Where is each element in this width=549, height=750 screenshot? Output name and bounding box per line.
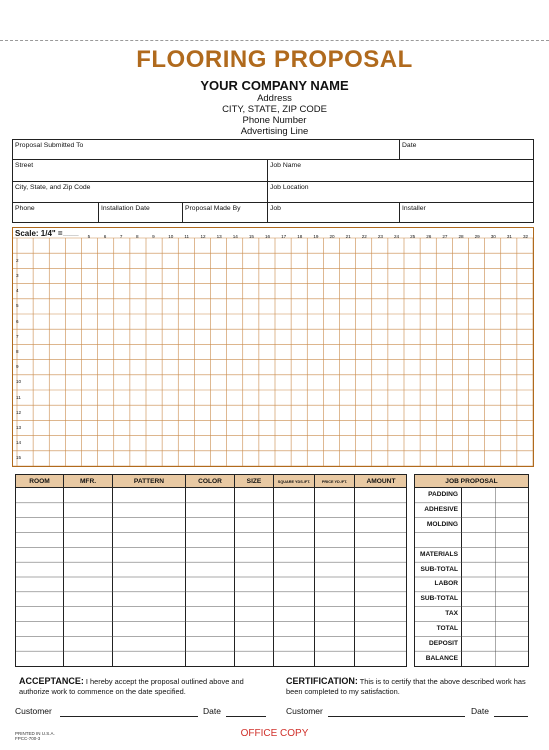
perforation-line — [0, 40, 549, 41]
job-proposal-label: LABOR — [434, 580, 458, 588]
grid-column-number: 9 — [152, 234, 155, 239]
grid-column-number: 24 — [393, 234, 400, 239]
certification-customer-label: Customer — [286, 706, 323, 716]
grid-column-number: 21 — [345, 234, 351, 239]
job-proposal-table — [414, 474, 529, 667]
certification-text: This is to certify that the above described work has been completed to my satisfaction. — [286, 677, 526, 696]
grid-column-number: 22 — [361, 234, 367, 239]
job-proposal-label: MOLDING — [426, 521, 458, 529]
grid-column-number: 15 — [248, 234, 254, 239]
grid-column-number: 8 — [135, 234, 139, 239]
grid-row-number: 11 — [16, 394, 21, 400]
col-room: ROOM — [29, 477, 50, 485]
acceptance-customer-label: Customer — [15, 706, 52, 716]
info-row-1 — [13, 140, 533, 160]
acceptance-date-line[interactable] — [226, 716, 266, 717]
grid-column-number: 32 — [522, 234, 529, 239]
grid-column-number: 10 — [168, 234, 174, 239]
acceptance-date-label: Date — [203, 706, 221, 716]
installer-field[interactable]: Installer — [402, 205, 426, 212]
job-proposal-label: SUB-TOTAL — [420, 595, 458, 603]
scale-blank: _______ — [63, 231, 79, 236]
grid-column-number: 19 — [313, 234, 319, 239]
installation-date-field[interactable]: Installation Date — [101, 205, 150, 212]
job-proposal-label: ADHESIVE — [424, 506, 458, 514]
grid-column-number: 31 — [506, 234, 512, 239]
phone-number-line: Phone Number — [242, 115, 307, 126]
grid-row-number: 3 — [16, 273, 19, 278]
job-proposal-title: JOB PROPOSAL — [415, 475, 528, 488]
grid-column-number: 5 — [87, 234, 91, 239]
grid-column-number: 29 — [474, 234, 480, 239]
scale-label: Scale: 1/4" = — [15, 229, 63, 238]
info-row-4 — [13, 203, 533, 223]
certification-date-line[interactable] — [494, 716, 528, 717]
materials-table-lines — [16, 475, 406, 666]
grid-row-number: 8 — [16, 349, 19, 354]
proposal-submitted-to-field[interactable]: Proposal Submitted To — [15, 142, 84, 149]
job-proposal-label: DEPOSIT — [429, 639, 458, 647]
grid-column-number: 17 — [281, 234, 287, 239]
col-square-yds: SQUARE YDS./FT. — [277, 479, 311, 484]
job-proposal-label: BALANCE — [425, 654, 458, 662]
grid-row-number: 6 — [16, 318, 19, 324]
col-size: SIZE — [246, 477, 262, 485]
grid-row-number: 7 — [16, 333, 19, 339]
grid-column-number: 20 — [329, 234, 335, 239]
certification-date-label: Date — [471, 706, 489, 716]
job-proposal-label: PADDING — [428, 491, 458, 499]
info-row-3 — [13, 182, 533, 203]
grid-column-number: 30 — [490, 234, 496, 239]
address-line: Address — [257, 93, 292, 104]
grid-lines — [13, 228, 533, 466]
acceptance-block — [19, 676, 265, 697]
grid-row-number: 12 — [16, 409, 22, 415]
phone-field[interactable]: Phone — [15, 205, 35, 212]
grid-row-number: 15 — [16, 455, 22, 461]
grid-row-number: 10 — [16, 379, 22, 385]
office-copy-label: OFFICE COPY — [240, 728, 309, 739]
printed-in-usa: PRINTED IN U.S.A. — [15, 731, 55, 736]
grid-column-number: 7 — [119, 234, 123, 239]
grid-column-number: 28 — [458, 234, 464, 239]
certification-customer-signature[interactable] — [328, 716, 465, 717]
grid-column-number: 14 — [232, 234, 238, 239]
materials-table — [15, 474, 407, 667]
drawing-grid[interactable] — [12, 227, 534, 467]
form-code: FPCC-700-3 — [15, 736, 41, 741]
job-field[interactable]: Job — [270, 205, 281, 212]
date-field[interactable]: Date — [402, 142, 417, 149]
grid-row-number: 13 — [16, 425, 22, 430]
grid-row-number: 14 — [16, 440, 22, 446]
grid-column-number: 11 — [184, 234, 190, 239]
job-proposal-label: TAX — [445, 610, 458, 618]
grid-column-number: 25 — [410, 234, 416, 239]
grid-row-number: 5 — [16, 303, 19, 309]
col-price: PRICE YD./FT. — [321, 479, 348, 484]
col-color: COLOR — [198, 477, 222, 485]
certification-heading: CERTIFICATION: — [286, 676, 358, 686]
grid-column-number: 23 — [377, 234, 383, 239]
grid-column-number: 18 — [297, 234, 303, 239]
certification-block — [286, 676, 534, 697]
col-amount: AMOUNT — [366, 477, 396, 485]
grid-column-number: 13 — [216, 234, 222, 239]
grid-row-number: 9 — [16, 364, 19, 370]
acceptance-customer-signature[interactable] — [60, 716, 198, 717]
job-proposal-label: MATERIALS — [420, 550, 458, 558]
job-proposal-label: TOTAL — [436, 624, 458, 632]
advertising-line: Advertising Line — [240, 126, 309, 137]
grid-column-number: 12 — [200, 234, 206, 239]
col-pattern: PATTERN — [133, 477, 165, 485]
grid-row-number: 2 — [16, 257, 19, 263]
grid-column-number: 26 — [426, 234, 432, 239]
form-title: FLOORING PROPOSAL — [136, 46, 413, 73]
street-field[interactable]: Street — [15, 162, 34, 169]
city-state-zip-line: CITY, STATE, ZIP CODE — [222, 104, 327, 115]
grid-row-number: 4 — [16, 288, 19, 294]
grid-column-number: 6 — [103, 234, 107, 239]
acceptance-text: I hereby accept the proposal outlined above and authorize work to commence on the date specified. — [19, 677, 244, 696]
job-location-field[interactable]: Job Location — [270, 184, 309, 191]
grid-column-number: 16 — [264, 234, 271, 239]
col-mfr: MFR. — [79, 477, 97, 485]
job-proposal-label: SUB-TOTAL — [420, 565, 458, 573]
grid-column-number: 27 — [442, 234, 448, 239]
acceptance-heading: ACCEPTANCE: — [19, 676, 84, 686]
company-name: YOUR COMPANY NAME — [200, 78, 349, 93]
customer-info-box — [12, 139, 534, 223]
job-name-field[interactable]: Job Name — [270, 162, 301, 169]
info-row-2 — [13, 160, 533, 182]
city-state-zip-field[interactable]: City, State, and Zip Code — [15, 184, 91, 191]
proposal-made-by-field[interactable]: Proposal Made By — [185, 205, 241, 212]
